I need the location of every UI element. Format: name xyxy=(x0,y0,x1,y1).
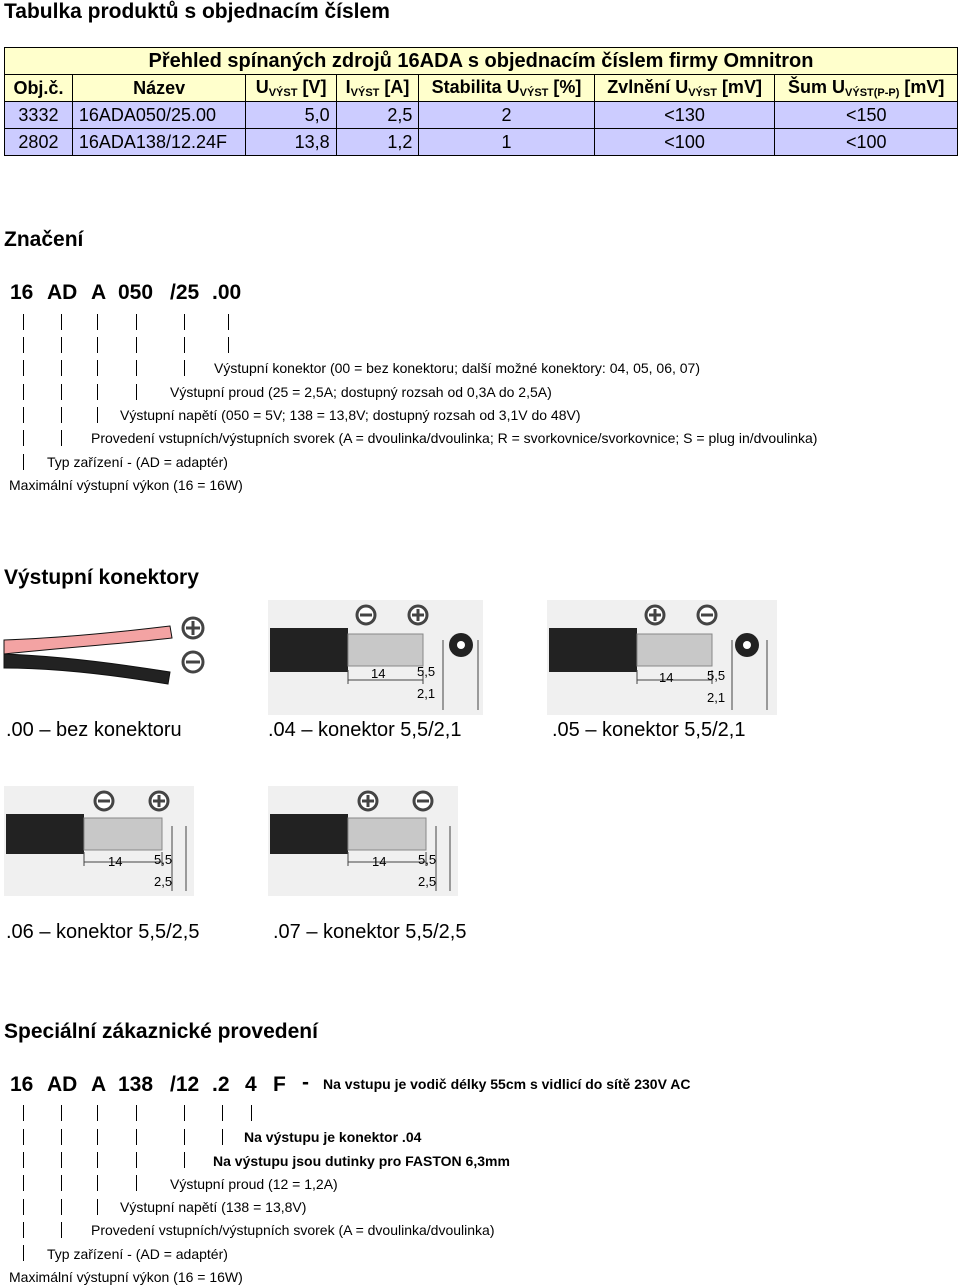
connector-line xyxy=(97,337,98,353)
svg-text:5,5: 5,5 xyxy=(417,664,436,679)
desc-line: Výstupní proud (25 = 2,5A; dostupný rozsah od 0,3A do 2,5A) xyxy=(170,384,552,400)
connector-line xyxy=(23,1129,24,1145)
connector-line xyxy=(23,1152,24,1168)
svg-text:2,1: 2,1 xyxy=(417,686,436,701)
connector-caption: .06 – konektor 5,5/2,5 xyxy=(6,921,200,943)
desc-line: Typ zařízení - (AD = adaptér) xyxy=(47,1246,228,1262)
svg-text:2,5: 2,5 xyxy=(154,874,173,889)
connector-line xyxy=(184,1129,185,1145)
connector-line xyxy=(61,360,62,376)
connector-07-illustration xyxy=(268,786,458,896)
connector-line xyxy=(136,1129,137,1145)
desc-line: Provedení vstupních/výstupních svorek (A = dvoulinka/dvoulinka) xyxy=(91,1222,495,1238)
connector-line xyxy=(97,407,98,423)
code-part: AD xyxy=(47,281,78,304)
code-part: - xyxy=(302,1071,309,1094)
connector-line xyxy=(97,360,98,376)
code-part: AD xyxy=(47,1073,78,1096)
connector-line xyxy=(61,384,62,400)
svg-text:5,5: 5,5 xyxy=(707,668,726,683)
connector-line xyxy=(61,1129,62,1145)
konektory-heading: Výstupní konektory xyxy=(4,566,199,589)
code-part: 16 xyxy=(10,1073,34,1096)
connector-line xyxy=(23,360,24,376)
code-part: /25 xyxy=(170,281,200,304)
special-note: Na vstupu je vodič délky 55cm s vidlicí do sítě 230V AC xyxy=(323,1076,691,1092)
table-caption: Přehled spínaných zdrojů 16ADA s objednacím číslem firmy Omnitron xyxy=(5,48,958,75)
connector-line xyxy=(222,1105,223,1121)
connector-05-illustration xyxy=(547,600,777,715)
svg-text:2,1: 2,1 xyxy=(707,690,726,705)
product-table xyxy=(4,47,958,156)
connector-line xyxy=(136,1175,137,1191)
svg-text:14: 14 xyxy=(659,670,674,685)
code-part: .00 xyxy=(212,281,242,304)
desc-line: Provedení vstupních/výstupních svorek (A = dvoulinka/dvoulinka; R = svorkovnice/svorkovnice; S = plug in/dvoulinka) xyxy=(91,430,818,446)
connector-line xyxy=(61,1152,62,1168)
svg-text:5,5: 5,5 xyxy=(418,852,437,867)
connector-line xyxy=(136,384,137,400)
code-part: /12 xyxy=(170,1073,200,1096)
connector-line xyxy=(184,1105,185,1121)
connector-line xyxy=(23,1105,24,1121)
connector-line xyxy=(136,1105,137,1121)
connector-caption: .05 – konektor 5,5/2,1 xyxy=(552,719,746,741)
desc-line: Typ zařízení - (AD = adaptér) xyxy=(47,454,228,470)
col-nazev: Název xyxy=(72,75,246,102)
table-row: 3332 16ADA050/25.00 5,0 2,5 2 <130 <150 xyxy=(5,102,958,129)
desc-line: Výstupní napětí (050 = 5V; 138 = 13,8V; dostupný rozsah od 3,1V do 48V) xyxy=(120,407,581,423)
connector-line xyxy=(61,407,62,423)
connector-line xyxy=(136,314,137,330)
connector-line xyxy=(184,1152,185,1168)
wire-pair-illustration xyxy=(0,610,220,690)
svg-text:5,5: 5,5 xyxy=(154,852,173,867)
connector-line xyxy=(61,337,62,353)
connector-06-illustration xyxy=(4,786,194,896)
col-stab: Stabilita $U_{VÝST}$ [%] xyxy=(419,75,594,102)
table-row: 2802 16ADA138/12.24F 13,8 1,2 1 <100 <100 xyxy=(5,129,958,156)
desc-line: Na výstupu jsou dutinky pro FASTON 6,3mm xyxy=(213,1153,510,1169)
connector-line xyxy=(97,1129,98,1145)
code-part: A xyxy=(91,1073,107,1096)
connector-line xyxy=(251,1105,252,1121)
connector-line xyxy=(136,360,137,376)
connector-line xyxy=(23,1245,24,1261)
connector-04-illustration xyxy=(268,600,483,715)
svg-text:2,5: 2,5 xyxy=(418,874,437,889)
code-part: A xyxy=(91,281,107,304)
svg-text:14: 14 xyxy=(372,854,387,869)
connector-line xyxy=(23,384,24,400)
desc-line: Výstupní napětí (138 = 13,8V) xyxy=(120,1199,307,1215)
page-title: Tabulka produktů s objednacím číslem xyxy=(4,0,390,23)
connector-line xyxy=(97,1175,98,1191)
connector-caption: .00 – bez konektoru xyxy=(6,719,182,741)
connector-line xyxy=(23,407,24,423)
connector-line xyxy=(61,314,62,330)
connector-line xyxy=(97,1152,98,1168)
col-i: $I_{VÝST}$ [A] xyxy=(336,75,419,102)
specialni-heading: Speciální zákaznické provedení xyxy=(4,1020,318,1043)
desc-line: Na výstupu je konektor .04 xyxy=(244,1129,422,1145)
connector-line xyxy=(97,314,98,330)
connector-line xyxy=(23,430,24,446)
connector-line xyxy=(61,430,62,446)
col-sum: Šum $U_{VÝST(P-P)}$ [mV] xyxy=(775,75,958,102)
connector-line xyxy=(228,314,229,330)
desc-line: Maximální výstupní výkon (16 = 16W) xyxy=(9,477,243,493)
col-u: $U_{VÝST}$ [V] xyxy=(246,75,336,102)
connector-line xyxy=(222,1129,223,1145)
connector-line xyxy=(184,360,185,376)
connector-line xyxy=(61,1105,62,1121)
connector-line xyxy=(23,1199,24,1215)
connector-line xyxy=(61,1222,62,1238)
connector-line xyxy=(136,337,137,353)
col-obj: Obj.č. xyxy=(5,75,73,102)
connector-caption: .07 – konektor 5,5/2,5 xyxy=(273,921,467,943)
code-part: .2 xyxy=(212,1073,230,1096)
svg-text:14: 14 xyxy=(108,854,123,869)
connector-line xyxy=(23,1222,24,1238)
connector-line xyxy=(184,314,185,330)
connector-line xyxy=(23,314,24,330)
connector-line xyxy=(184,337,185,353)
code-part: 050 xyxy=(118,281,154,304)
connector-line xyxy=(23,454,24,470)
connector-line xyxy=(228,337,229,353)
desc-line: Výstupní konektor (00 = bez konektoru; další možné konektory: 04, 05, 06, 07) xyxy=(214,360,701,376)
svg-text:14: 14 xyxy=(371,666,386,681)
connector-line xyxy=(97,1105,98,1121)
connector-line xyxy=(97,384,98,400)
col-zvl: Zvlnění $U_{VÝST}$ [mV] xyxy=(594,75,775,102)
connector-line xyxy=(97,1199,98,1215)
code-part: F xyxy=(273,1073,286,1096)
code-part: 4 xyxy=(245,1073,257,1096)
code-part: 16 xyxy=(10,281,34,304)
znaceni-heading: Značení xyxy=(4,228,84,251)
connector-line xyxy=(61,1175,62,1191)
code-part: 138 xyxy=(118,1073,154,1096)
desc-line: Výstupní proud (12 = 1,2A) xyxy=(170,1176,338,1192)
connector-line xyxy=(136,1152,137,1168)
connector-caption: .04 – konektor 5,5/2,1 xyxy=(268,719,462,741)
connector-line xyxy=(23,337,24,353)
desc-line: Maximální výstupní výkon (16 = 16W) xyxy=(9,1269,243,1285)
connector-line xyxy=(23,1175,24,1191)
connector-line xyxy=(61,1199,62,1215)
